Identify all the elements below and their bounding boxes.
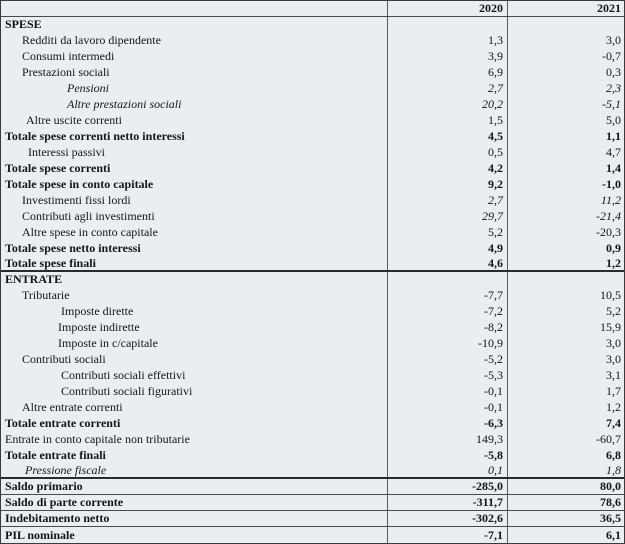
value-2021: 10,5 xyxy=(600,288,621,303)
table-row xyxy=(1,384,624,400)
row-label: Altre spese in conto capitale xyxy=(1,224,388,240)
value-2020: -0,1 xyxy=(388,384,508,400)
value-2020: -8,2 xyxy=(388,320,508,336)
row-label: Contributi sociali figurativi xyxy=(1,384,388,400)
row-label: Pressione fiscale xyxy=(1,463,388,477)
value-2020: -6,3 xyxy=(388,415,508,431)
table-header-row xyxy=(1,1,624,17)
value-2020: 1,3 xyxy=(388,33,508,49)
value-2021: 1,4 xyxy=(606,160,621,175)
table-row xyxy=(1,431,624,447)
row-label: Interessi passivi xyxy=(1,144,388,160)
table-row-total xyxy=(1,240,624,256)
value-2021: 15,9 xyxy=(600,320,621,335)
row-label: Redditi da lavoro dipendente xyxy=(1,33,388,49)
value-2020: -7,7 xyxy=(388,288,508,304)
row-label: Indebitamento netto xyxy=(1,511,388,526)
table-row-total xyxy=(1,129,624,145)
table-row-balance xyxy=(1,511,624,527)
value-2020: 5,2 xyxy=(388,224,508,240)
row-label: Totale spese correnti netto interessi xyxy=(1,129,388,145)
value-2020 xyxy=(388,17,508,33)
table-row xyxy=(1,463,624,479)
value-2021: -5,1 xyxy=(602,97,621,112)
row-label: Totale entrate correnti xyxy=(1,415,388,431)
section-title-spese: SPESE xyxy=(1,17,388,33)
value-2021: 4,7 xyxy=(606,144,621,159)
header-2020: 2020 xyxy=(388,1,508,16)
table-row xyxy=(1,304,624,320)
row-label: Imposte in c/capitale xyxy=(1,336,388,352)
value-2020: 2,7 xyxy=(388,81,508,97)
row-label: Prestazioni sociali xyxy=(1,65,388,81)
value-2021: 5,2 xyxy=(606,304,621,319)
value-2021: -1,0 xyxy=(602,176,621,191)
value-2021: 3,0 xyxy=(606,33,621,48)
table-row xyxy=(1,208,624,224)
value-2021: 0,9 xyxy=(606,240,621,255)
value-2021: 78,6 xyxy=(600,495,621,510)
value-2020: -7,1 xyxy=(388,527,508,543)
value-2020: -285,0 xyxy=(388,479,508,494)
value-2020: 0,5 xyxy=(388,144,508,160)
table-row xyxy=(1,320,624,336)
row-label: Totale spese in conto capitale xyxy=(1,176,388,192)
value-2021: 1,2 xyxy=(606,256,621,270)
value-2021: 1,1 xyxy=(606,128,621,143)
value-2021: 0,3 xyxy=(606,65,621,80)
value-2021: 3,0 xyxy=(606,336,621,351)
row-label: Totale spese finali xyxy=(1,256,388,270)
value-2020 xyxy=(388,272,508,288)
table-row xyxy=(1,113,624,129)
value-2021 xyxy=(508,17,624,33)
value-2021: 7,4 xyxy=(606,415,621,430)
table-row xyxy=(1,336,624,352)
table-row xyxy=(1,97,624,113)
value-2020: 3,9 xyxy=(388,49,508,65)
table-row xyxy=(1,288,624,304)
table-row xyxy=(1,400,624,416)
value-2021 xyxy=(508,272,624,288)
value-2021: 1,2 xyxy=(606,399,621,414)
table-row xyxy=(1,224,624,240)
value-2020: 6,9 xyxy=(388,65,508,81)
value-2021: 1,8 xyxy=(606,463,621,477)
table-row xyxy=(1,368,624,384)
value-2020: 20,2 xyxy=(388,97,508,113)
table-row-total xyxy=(1,415,624,431)
table-row xyxy=(1,49,624,65)
value-2021: 1,7 xyxy=(606,384,621,399)
value-2020: 4,2 xyxy=(388,160,508,176)
value-2020: -7,2 xyxy=(388,304,508,320)
value-2020: -302,6 xyxy=(388,511,508,526)
section-title-entrate: ENTRATE xyxy=(1,272,388,288)
table-row-balance xyxy=(1,479,624,495)
value-2020: -5,8 xyxy=(388,447,508,463)
value-2021: 5,0 xyxy=(606,113,621,128)
header-2021: 2021 xyxy=(597,1,621,15)
table-row xyxy=(1,272,624,288)
header-label-cell xyxy=(1,1,388,16)
table-row xyxy=(1,144,624,160)
value-2020: 2,7 xyxy=(388,192,508,208)
row-label: Investimenti fissi lordi xyxy=(1,192,388,208)
value-2021: 80,0 xyxy=(600,479,621,494)
value-2020: -5,3 xyxy=(388,368,508,384)
value-2021: -0,7 xyxy=(602,49,621,64)
value-2021: 3,1 xyxy=(606,368,621,383)
row-label: Totale entrate finali xyxy=(1,447,388,463)
table-row xyxy=(1,17,624,33)
row-label: Imposte dirette xyxy=(1,304,388,320)
row-label: Pensioni xyxy=(1,81,388,97)
value-2021: 11,2 xyxy=(600,192,621,207)
row-label: Consumi intermedi xyxy=(1,49,388,65)
row-label: Contributi sociali xyxy=(1,352,388,368)
value-2021: -60,7 xyxy=(596,431,621,446)
table-row xyxy=(1,81,624,97)
row-label: Imposte indirette xyxy=(1,320,388,336)
table-row-balance xyxy=(1,495,624,511)
value-2020: 29,7 xyxy=(388,208,508,224)
value-2021: 3,0 xyxy=(606,352,621,367)
value-2020: 149,3 xyxy=(388,431,508,447)
value-2020: 4,9 xyxy=(388,240,508,256)
table-row-total xyxy=(1,447,624,463)
value-2020: -10,9 xyxy=(388,336,508,352)
row-label: Altre prestazioni sociali xyxy=(1,97,388,113)
value-2020: -311,7 xyxy=(388,495,508,510)
row-label: Contributi sociali effettivi xyxy=(1,368,388,384)
row-label: Entrate in conto capitale non tributarie xyxy=(1,431,388,447)
table-row-total xyxy=(1,256,624,272)
value-2020: -5,2 xyxy=(388,352,508,368)
table-row xyxy=(1,352,624,368)
value-2021: 6,8 xyxy=(606,447,621,462)
value-2021: -20,3 xyxy=(596,224,621,239)
row-label: Totale spese netto interessi xyxy=(1,240,388,256)
table-row-total xyxy=(1,176,624,192)
value-2021: 36,5 xyxy=(600,511,621,526)
table-row xyxy=(1,33,624,49)
table-row-balance xyxy=(1,527,624,543)
row-label: Tributarie xyxy=(1,288,388,304)
row-label: Saldo primario xyxy=(1,479,388,494)
row-label: Saldo di parte corrente xyxy=(1,495,388,510)
table-row xyxy=(1,65,624,81)
value-2020: 4,6 xyxy=(388,256,508,270)
row-label: Altre entrate correnti xyxy=(1,400,388,416)
value-2020: 4,5 xyxy=(388,129,508,145)
value-2020: -0,1 xyxy=(388,400,508,416)
value-2021: -21,4 xyxy=(596,208,621,223)
table-row-total xyxy=(1,160,624,176)
value-2020: 0,1 xyxy=(388,463,508,477)
row-label: Altre uscite correnti xyxy=(1,113,388,129)
value-2021: 6,1 xyxy=(606,527,621,542)
value-2021: 2,3 xyxy=(606,81,621,96)
row-label: PIL nominale xyxy=(1,527,388,543)
table-row xyxy=(1,192,624,208)
row-label: Contributi agli investimenti xyxy=(1,208,388,224)
value-2020: 1,5 xyxy=(388,113,508,129)
value-2020: 9,2 xyxy=(388,176,508,192)
row-label: Totale spese correnti xyxy=(1,160,388,176)
